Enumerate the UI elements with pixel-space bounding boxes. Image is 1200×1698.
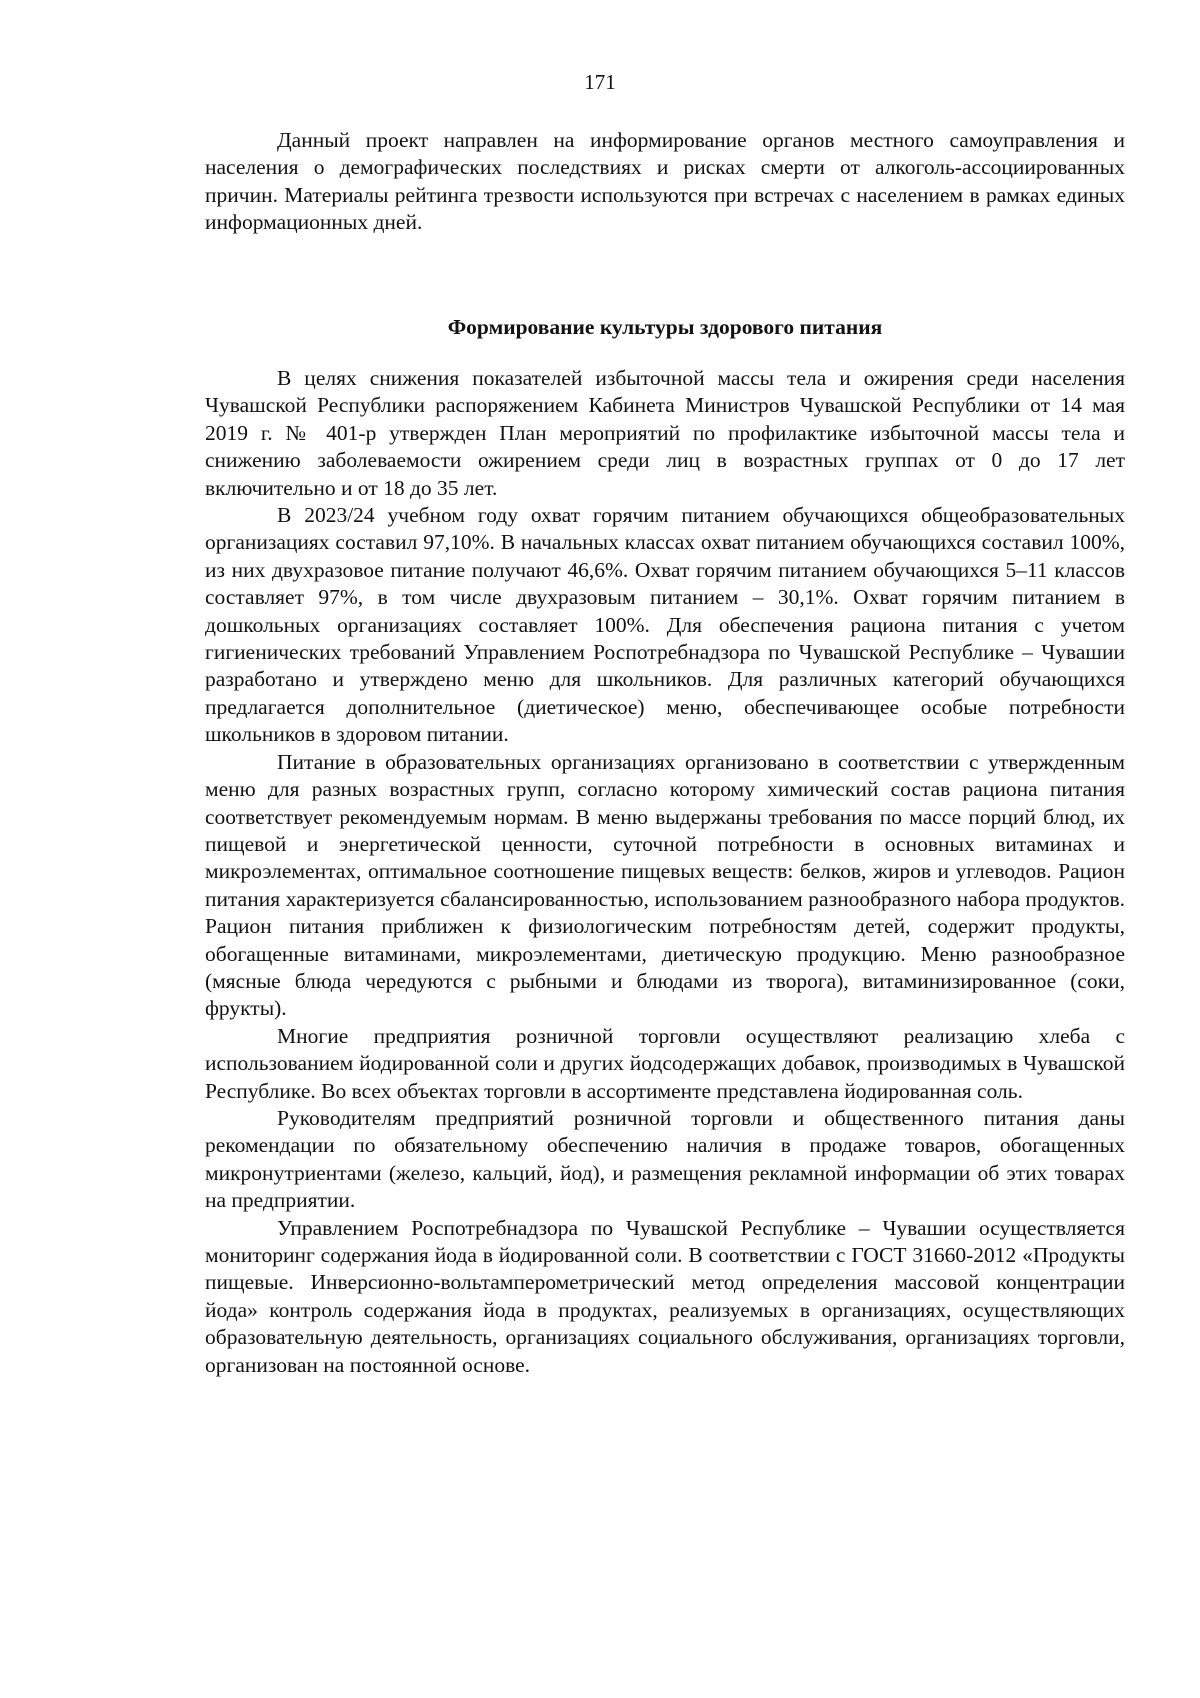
body-paragraph: Многие предприятия розничной торговли осуществляют реализацию хлеба с использованием йодированной соли и других йодсодержащих добавок, производимых в Чувашской Республике. Во всех объектах торговли в ассортименте представлена йодированная соль. [205, 1023, 1125, 1103]
intro-block [205, 127, 1125, 237]
section-title: Формирование культуры здорового питания [447, 315, 883, 339]
body-paragraph: В 2023/24 учебном году охват горячим питанием обучающихся общеобразовательных организациях составил 97,10%. В начальных классах охват питанием обучающихся составил 100%, из них двухразовое питание получают 46,6%. Охват горячим питанием обучающихся 5–11 классов составляет 97%, в том числе двухразовым питанием – 30,1%. Охват горячим питанием в дошкольных организациях составляет 100%. Для обеспечения рациона питания с учетом гигиенических требований Управлением Роспотребнадзора по Чувашской Республике – Чувашии разработано и утверждено меню для школьников. Для различных категорий обучающихся предлагается дополнительное (диетическое) меню, обеспечивающее особые потребности школьников в здоровом питании. [205, 503, 1125, 747]
body-paragraph: Управлением Роспотребнадзора по Чувашской Республике – Чувашии осуществляется мониторинг содержания йода в йодированной соли. В соответствии с ГОСТ 31660-2012 «Продукты пищевые. Инверсионно-вольтамперометрический метод определения массовой концентрации йода» контроль содержания йода в продуктах, реализуемых в организациях, осуществляющих образовательную деятельность, организациях социального обслуживания, организациях торговли, организован на постоянной основе. [205, 1215, 1125, 1377]
body-paragraph: Руководителям предприятий розничной торговли и общественного питания даны рекомендации по обязательному обеспечению наличия в продаже товаров, обогащенных микронутриентами (железо, кальций, йод), и размещения рекламной информации об этих товарах на предприятии. [205, 1105, 1125, 1213]
body-paragraph: Питание в образовательных организациях организовано в соответствии с утвержденным меню для разных возрастных групп, согласно которому химический состав рациона питания соответствует рекомендуемым нормам. В меню выдержаны требования по массе порций блюд, их пищевой и энергетической ценности, суточной потребности в основных витаминах и микроэлементах, оптимальное соотношение пищевых веществ: белков, жиров и углеводов. Рацион питания характеризуется сбалансированностью, использованием разнообразного набора продуктов. Рацион питания приближен к физиологическим потребностям детей, содержит продукты, обогащенные витаминами, микроэлементами, диетическую продукцию. Меню разнообразное (мясные блюда чередуются с рыбными и блюдами из творога), витаминизированное (соки, фрукты). [205, 749, 1125, 1021]
section-body [205, 365, 1125, 1379]
body-paragraph: В целях снижения показателей избыточной массы тела и ожирения среди населения Чувашской Республики распоряжением Кабинета Министров Чувашской Республики от 14 мая 2019 г. № 401-р утвержден План мероприятий по профилактике избыточной массы тела и снижению заболеваемости ожирением среди лиц в возрастных группах от 0 до 17 лет включительно и от 18 до 35 лет. [205, 366, 1125, 500]
intro-paragraph: Данный проект направлен на информирование органов местного самоуправления и населения о демографических последствиях и рисках смерти от алкоголь-ассоциированных причин. Материалы рейтинга трезвости используются при встречах с населением в рамках единых информационных дней. [205, 128, 1125, 235]
page-number: 171 [584, 70, 616, 94]
